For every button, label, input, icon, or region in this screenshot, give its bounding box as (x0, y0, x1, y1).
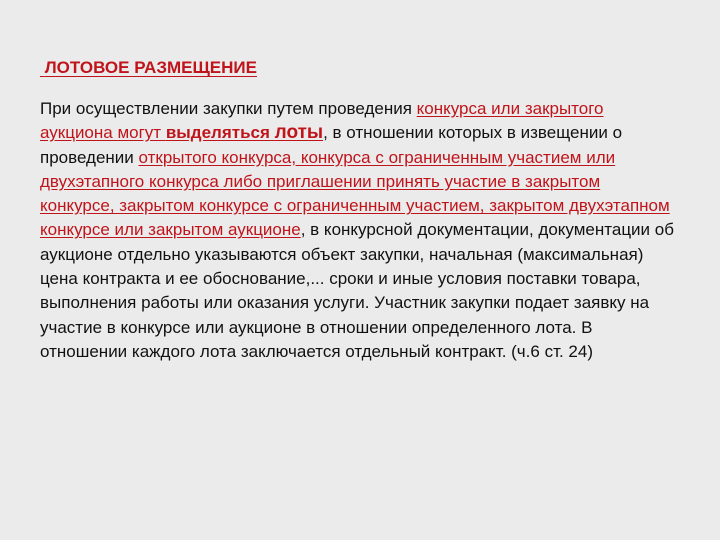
link-loty[interactable]: лоты (274, 122, 324, 144)
body-paragraph (40, 97, 676, 364)
paragraph-text-2: , в отношении которых в извещении о проведении (40, 123, 623, 167)
title-text: ЛОТОВОЕ РАЗМЕЩЕНИЕ (44, 58, 257, 77)
paragraph-text-3: , в конкурсной документации, документации об аукционе отдельно указываются объект закупки, начальная (максимальная) цена контракта и ее обоснование,... сроки и иные условия поставки товара, выполнения работы или оказания услуги. Участник закупки подает заявку на участие в конкурсе или аукционе в отношении определенного лота. В отношении каждого лота заключается отдельный контракт. (ч.6 ст. 24) (40, 220, 674, 361)
paragraph-text-1: При осуществлении закупки путем проведения (40, 99, 417, 118)
link-vydelyatsya[interactable]: выделяться (165, 123, 275, 143)
slide-title (40, 58, 257, 78)
link-procurement-types[interactable]: открытого конкурса, конкурса с ограниченным участием или двухэтапного конкурса либо приглашении принять участие в закрытом конкурсе, закрытом конкурсе с ограниченным участием, закрытом двухэтапном конкурсе или закрытом аукционе (40, 147, 670, 240)
link-konkurs-closed-auction[interactable]: конкурса или закрытого аукциона могут (40, 99, 604, 143)
